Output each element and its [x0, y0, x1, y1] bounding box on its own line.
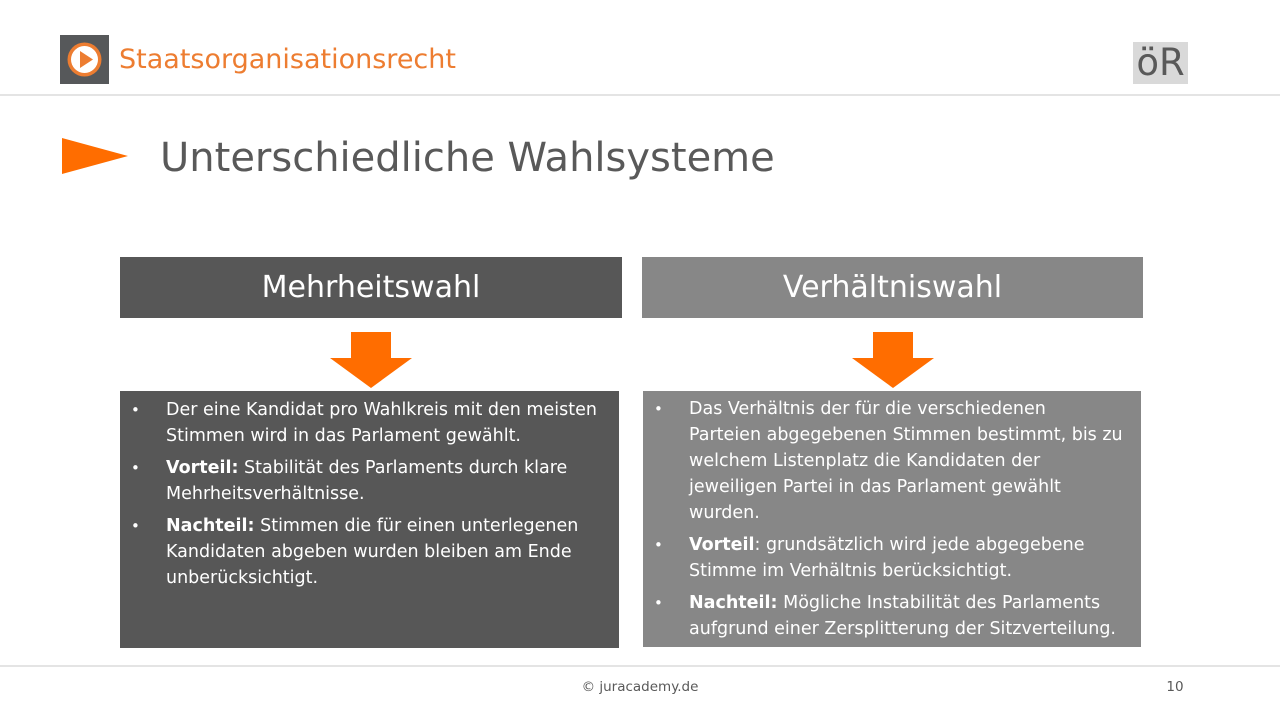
bullet-list [128, 397, 601, 591]
item-label: Vorteil [689, 535, 755, 555]
column-header-verhaeltniswahl: Verhältniswahl [642, 257, 1143, 318]
pointer-arrow-icon [62, 138, 128, 174]
bullet-icon: • [654, 536, 663, 554]
bullet-icon: • [654, 400, 663, 418]
bullet-icon: • [131, 459, 140, 477]
arrow-down-icon [330, 332, 412, 388]
list-item [651, 396, 1123, 526]
item-label: Nachteil: [689, 593, 778, 613]
logo [60, 35, 109, 84]
item-text: Mögliche Instabilität des Parlaments aufgrund einer Zersplitterung der Sitzverteilung. [689, 593, 1116, 639]
copyright: © juracademy.de [581, 679, 699, 695]
header-divider [0, 94, 1280, 96]
page-number: 10 [1166, 679, 1184, 695]
list-item [651, 590, 1123, 642]
arrow-down-icon [852, 332, 934, 388]
item-text: Das Verhältnis der für die verschiedenen Parteien abgegebenen Stimmen bestimmt, bis zu welchem Listenplatz die Kandidaten der jeweiligen Partei in das Parlament gewählt wurden. [689, 399, 1123, 523]
list-item [128, 455, 601, 507]
slide-title: Unterschiedliche Wahlsysteme [160, 135, 775, 181]
verhaeltniswahl-details [643, 391, 1141, 647]
list-item [128, 513, 601, 591]
bullet-list [651, 396, 1123, 642]
item-label: Vorteil: [166, 458, 239, 478]
course-title: Staatsorganisationsrecht [119, 44, 456, 75]
list-item [128, 397, 601, 449]
bullet-icon: • [131, 517, 140, 535]
item-text: : grundsätzlich wird jede abgegebene Stimme im Verhältnis berücksichtigt. [689, 535, 1085, 581]
bullet-icon: • [654, 594, 663, 612]
item-label: Nachteil: [166, 516, 255, 536]
item-text: Der eine Kandidat pro Wahlkreis mit den meisten Stimmen wird in das Parlament gewählt. [166, 400, 597, 446]
item-text: Stabilität des Parlaments durch klare Mehrheitsverhältnisse. [166, 458, 568, 504]
mehrheitswahl-details [120, 391, 619, 648]
subject-tag: öR [1133, 42, 1188, 84]
column-header-mehrheitswahl: Mehrheitswahl [120, 257, 622, 318]
list-item [651, 532, 1123, 584]
item-text: Stimmen die für einen unterlegenen Kandidaten abgeben wurden bleiben am Ende unberücksichtigt. [166, 516, 579, 588]
footer-divider [0, 665, 1280, 667]
play-button-icon [60, 35, 109, 84]
bullet-icon: • [131, 401, 140, 419]
